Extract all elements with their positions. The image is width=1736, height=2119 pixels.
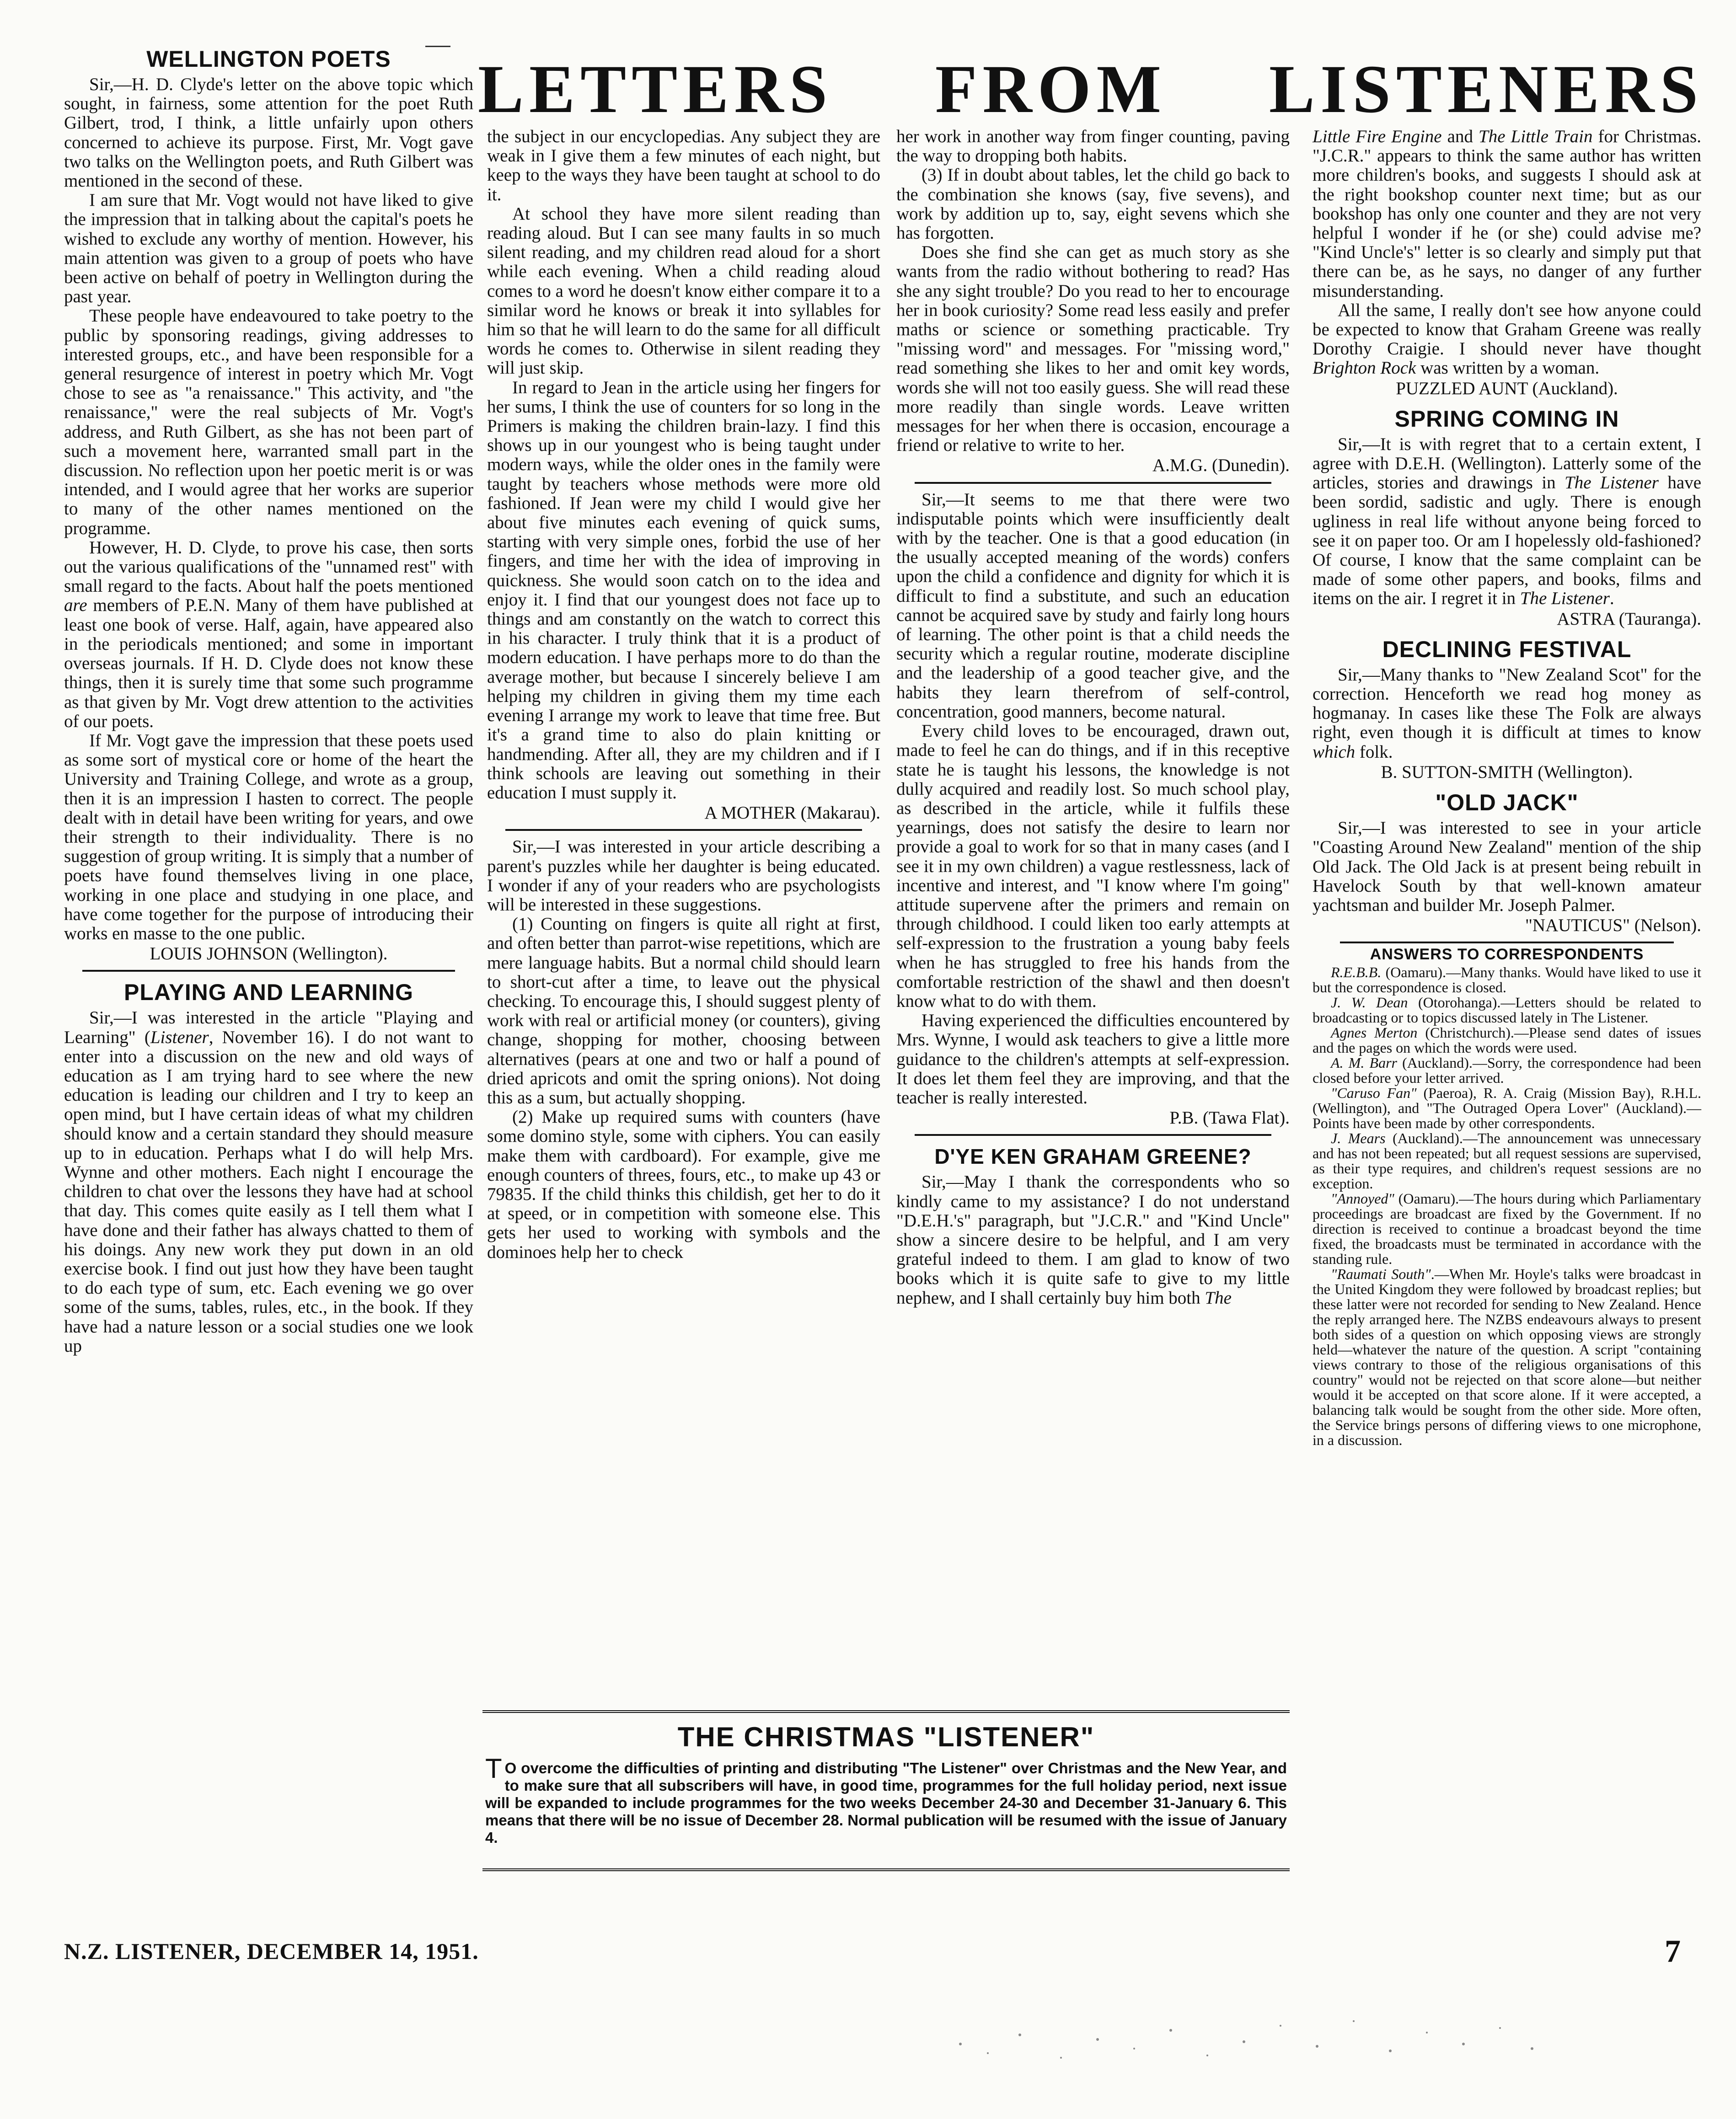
divider	[915, 1134, 1271, 1136]
answer-item: J. W. Dean (Otorohanga).—Letters should be related to broadcasting or to topics discussed lately in The Listener.	[1313, 994, 1702, 1026]
signature: P.B. (Tawa Flat).	[1169, 1108, 1290, 1128]
signature: "NAUTICUS" (Nelson).	[1525, 915, 1701, 936]
answer-item: R.E.B.B. (Oamaru).—Many thanks. Would have liked to use it but the correspondence is closed.	[1313, 964, 1701, 996]
paragraph: Sir,—It seems to me that there were two indisputable points which were insufficiently dealt with by the teacher. One is that a good education (in the usually accepted meaning of the words) confers upon the child a confidence and dignity for which it is difficult to find a substitute, and such an education cannot be acquired save by study and fairly long hours of learning. The other point is that a child needs the security which a regular routine, moderate discipline and the leadership of a good teacher give, and the habits they learn therefrom of self-control, concentration, good manners, become natural.	[896, 489, 1290, 722]
answer-item: J. Mears (Auckland).—The announcement was unnecessary and has not been repeated; but all request sessions are supervised, as their type requires, and children's request sessions are no exception.	[1313, 1130, 1702, 1192]
paragraph: Sir,—Many thanks to "New Zealand Scot" for the correction. Henceforth we read hog money as hogmanay. In cases like these The Folk are always right, even though it is difficult at times to know which folk.	[1313, 664, 1701, 762]
divider	[1340, 942, 1674, 943]
paragraph: her work in another way from finger counting, paving the way to dropping both habits.	[896, 127, 1290, 166]
paragraph: At school they have more silent reading than reading aloud. But I can see many faults in so much silent reading, and my children read aloud for a short while each evening. When a child reading aloud comes to a word he doesn't know either compare it to a similar word he knows or break it into syllables for him so that he will learn to do the same for all difficult words he comes to. Otherwise in silent reading they will just skip.	[487, 203, 880, 378]
heading-declining-festival: DECLINING FESTIVAL	[1382, 636, 1632, 662]
paragraph: Sir,—It is with regret that to a certain extent, I agree with D.E.H. (Wellington). Latterly some of the articles, stories and drawings in The Listener have been sordid, sadistic and ugly. There is enough ugliness in real life without anyone being forced to see it on paper too. Or am I hopelessly old-fashioned? Of course, I know that the same complaint can be made of some other papers, and books, films and items on the air. I regret it in The Listener.	[1313, 434, 1702, 609]
print-speckle-noise	[924, 2003, 1564, 2085]
paragraph: Sir,—May I thank the correspondents who so kindly came to my assistance? I do not understand "D.E.H.'s" paragraph, but "J.C.R." and "Kind Uncle" show a sincere desire to be helpful, and I am very grateful indeed to them. I am glad to know of two books which it is quite safe to give to my little nephew, and I shall certainly buy him both The	[896, 1172, 1290, 1308]
paragraph: However, H. D. Clyde, to prove his case, then sorts out the various qualifications of the "unnamed rest" with small regard to the facts. About half the poets mentioned are members of P.E.N. Many of them have published at least one book of verse. Half, again, have appeared also in the periodicals mentioned; and some in important overseas journals. If H. D. Clyde does not know these things, then it is surely time that some such programme as that given by Mr. Vogt drew attention to the activities of our poets.	[64, 537, 473, 731]
notice-title: THE CHRISTMAS "LISTENER"	[677, 1722, 1095, 1752]
answer-item: Agnes Merton (Christchurch).—Please send dates of issues and the pages on which the words were used.	[1313, 1024, 1701, 1056]
answer-item: "Annoyed" (Oamaru).—The hours during which Parliamentary proceedings are broadcast are fixed by the Government. If no direction is received to continue a broadcast beyond the time fixed, the broadcasts must be terminated in accordance with the standing rule.	[1313, 1190, 1701, 1268]
heading-wellington-poets: WELLINGTON POETS	[146, 46, 391, 72]
drop-cap: T	[485, 1753, 502, 1784]
paragraph: Having experienced the difficulties encountered by Mrs. Wynne, I would ask teachers to give a little more guidance to the children's attempts at self-expression. It does let them feel they are improving, and that the teacher is really interested.	[896, 1011, 1290, 1108]
paragraph: All the same, I really don't see how anyone could be expected to know that Graham Greene was really Dorothy Craigie. I should never have thought Brighton Rock was written by a woman.	[1313, 300, 1701, 378]
column-3	[896, 127, 1290, 1308]
paragraph: Sir,—I was interested in the article "Playing and Learning" (Listener, November 16). I do not want to enter into a discussion on the new and old ways of education as I am trying hard to see where the new education is leading our children and I try to keep an open mind, but I have certain ideas of what my children should know and a certain standard they should measure up to in education. Perhaps what I do will help Mrs. Wynne and other mothers. Each night I encourage the children to chat over the lessons they have had at school that day. This comes quite easily as I tell them what I have done and their father has always chatted to them of his doings. Any new work they put down in an old exercise book. I find out just how they have been taught to do each type of sum, etc. Each evening we go over some of the sums, tables, rules, etc., in the book. If they have had a nature lesson or a social studies one we look up	[64, 1008, 473, 1356]
answers-heading: ANSWERS TO CORRESPONDENTS	[1370, 946, 1644, 963]
signature: B. SUTTON-SMITH (Wellington).	[1381, 762, 1633, 782]
paragraph: I am sure that Mr. Vogt would not have liked to give the impression that in talking about the capital's poets he wished to exclude any worthy of mention. However, his main attention was given to a group of poets who have been active on behalf of poetry in Wellington during the past year.	[64, 190, 473, 307]
heading-playing-and-learning: PLAYING AND LEARNING	[123, 979, 413, 1006]
christmas-notice-box	[482, 1710, 1290, 1871]
paragraph: the subject in our encyclopedias. Any subject they are weak in I give them a few minutes of each night, but keep to the ways they have been taught at school to do it.	[487, 127, 880, 204]
divider	[915, 482, 1271, 484]
paragraph: These people have endeavoured to take poetry to the public by sponsoring readings, giving addresses to interested groups, etc., and have been responsible for a general resurgence of interest in poetry which Mr. Vogt chose to see as "a renaissance." This activity, and "the renaissance," were the real subjects of Mr. Vogt's address, and Ruth Gilbert, as she has not been part of such a movement here, warranted small part in the discussion. No reflection upon her poetic merit is or was intended, and I would agree that her works are superior to many of the other names mentioned on the programme.	[64, 306, 473, 538]
signature: A.M.G. (Dunedin).	[1152, 455, 1290, 476]
column-4	[1313, 127, 1701, 1448]
column-2	[487, 127, 880, 1262]
answer-item: "Caruso Fan" (Paeroa), R. A. Craig (Mission Bay), R.H.L. (Wellington), and "The Outraged Opera Lover" (Auckland).—Points have been made by other correspondents.	[1313, 1085, 1702, 1132]
signature: ASTRA (Tauranga).	[1557, 609, 1701, 629]
page-number: 7	[1665, 1934, 1681, 1969]
divider	[82, 970, 455, 972]
paragraph: (1) Counting on fingers is quite all right at first, and often better than parrot-wise repetitions, which are mere language habits. But a normal child should learn to short-cut after a time, to leave out the physical checking. To encourage this, I should suggest plenty of work with real or artificial money (or counters), giving change, shopping for mother, choosing between alternatives (pears at one and two or half a pound of dried apricots and omit the spring onions). Not doing this as a sum, but actually shopping.	[487, 914, 880, 1108]
paragraph: In regard to Jean in the article using her fingers for her sums, I think the use of counters for so long in the Primers is making the children brain-lazy. I find this shows up in our youngest who is being taught under modern ways, while the older ones in the family were taught by teachers whose methods were more old fashioned. If Jean were my child I would give her about five minutes each evening of quick sums, starting with very simple ones, forbid the use of her fingers, and time her with the idea of improving in quickness. She would soon catch on to the idea and enjoy it. I find that our youngest does not face up to things and am constantly on the watch to correct this in his character. I truly think that it is a product of modern education. I have perhaps more to do than the average mother, but because I sincerely believe I am helping my children in giving them my time each evening I arrange my work to leave that time free. But it's a grand time to also do plain knitting or handmending. After all, they are my children and if I think schools are leaving out something in their education I must supply it.	[487, 377, 880, 803]
signature: LOUIS JOHNSON (Wellington).	[150, 944, 388, 964]
answers-to-correspondents	[1313, 947, 1701, 1448]
paragraph: If Mr. Vogt gave the impression that these poets used as some sort of mystical core or home of the heart the University and Training College, and wrote as a group, then it is an impression I hasten to correct. The people dealt with in detail have been writing for years, and owe their strength to their individuality. There is no suggestion of group writing. It is simply that a number of poets have found themselves living in one place, working in one place and studying in one place, and have come together for the purpose of introducing their works en masse to the one public.	[64, 730, 473, 943]
divider	[505, 829, 862, 831]
notice-body: T O overcome the difficulties of printing and distributing "The Listener" over Christmas and the New Year, and to make sure that all subscribers will have, in good time, programmes for the full holiday period, next issue will be expanded to include programmes for the two weeks December 24-30 and December 31-January 6. This means that there will be no issue of December 28. Normal publication will be resumed with the issue of January 4.	[485, 1753, 1287, 1846]
paragraph: Does she find she can get as much story as she wants from the radio without bothering to read? Has she any sight trouble? Do you read to her to encourage her in book curiosity? Some read less easily and prefer maths or science or something practicable. Try "missing word" and messages. For "missing word," read something she likes to her and omit key words, words she will not too easily guess. She will read these more readily than single words. Leave written messages for her when there is occasion, encourage a friend or relative to write to her.	[896, 242, 1290, 455]
paragraph: (2) Make up required sums with counters (have some domino style, some with ciphers. You can easily make them with cardboard). For example, give me enough counters of threes, fours, etc., to make up 43 or 79835. If the child thinks this childish, get her to do it at speed, or in competition with someone else. This gets her used to working with symbols and the dominoes help her to check	[487, 1107, 880, 1262]
paragraph: Sir,—I was interested to see in your article "Coasting Around New Zealand" mention of the ship Old Jack. The Old Jack is at present being rebuilt in Havelock South by that well-known amateur yachtsman and builder Mr. Joseph Palmer.	[1313, 818, 1701, 915]
paragraph: Every child loves to be encouraged, drawn out, made to feel he can do things, and if in this receptive state he is taught his lessons, the knowledge is not dully acquired and readily lost. So much school play, as described in the article, while it fulfils these yearnings, does not satisfy the desire to learn nor provide a goal to work for so that in many cases (and I see it in my own children) a vague restlessness, lack of incentive and interest, and "I know where I'm going" attitude supervene after the primers and remain on through childhood. I could liken too early attempts at self-expression to the frustration a young baby feels when he has struggled to free his hands from the comfortable restriction of the shawl and then doesn't know what to do with them.	[896, 721, 1290, 1011]
heading-spring-coming-in: SPRING COMING IN	[1394, 406, 1619, 432]
signature: PUZZLED AUNT (Auckland).	[1396, 378, 1618, 398]
signature: A MOTHER (Makarau).	[704, 803, 880, 823]
paragraph: Sir,—H. D. Clyde's letter on the above topic which sought, in fairness, some attention for the poet Ruth Gilbert, trod, I think, a little unfairly upon others concerned to achieve its purpose. First, Mr. Vogt gave two talks on the Wellington poets, and Ruth Gilbert was mentioned in the second of these.	[64, 75, 473, 191]
heading-graham-greene: D'YE KEN GRAHAM GREENE?	[934, 1145, 1252, 1169]
answer-item: A. M. Barr (Auckland).—Sorry, the correspondence had been closed before your letter arrived.	[1313, 1054, 1702, 1086]
masthead-title: LETTERS FROM LISTENERS	[478, 51, 1704, 127]
heading-old-jack: "OLD JACK"	[1435, 790, 1579, 816]
page-footer: N.Z. LISTENER, DECEMBER 14, 1951.	[64, 1938, 479, 1964]
column-1	[64, 45, 473, 1356]
paragraph: Sir,—I was interested in your article describing a parent's puzzles while her daughter is being educated. I wonder if any of your readers who are psychologists will be interested in these suggestions.	[487, 837, 880, 915]
paragraph: Little Fire Engine and The Little Train for Christmas. "J.C.R." appears to think the same author has written more children's books, and suggests I should ask at the right bookshop counter next time; but as our bookshop has only one counter and they are not very helpful I wonder if he (or she) could advise me? "Kind Uncle's" letter is so clearly and simply put that there can be, as he says, no danger of any further misunderstanding.	[1313, 127, 1701, 301]
paragraph: (3) If in doubt about tables, let the child go back to the combination she knows (say, five sevens), and work by addition up to, say, eight sevens which she has forgotten.	[896, 165, 1290, 243]
answer-item: "Raumati South".—When Mr. Hoyle's talks were broadcast in the United Kingdom they were followed by broadcast replies; but these latter were not recorded for sending to New Zealand. Hence the reply arranged here. The NZBS endeavours always to present both sides of a question on which opposing views are strongly held—whatever the nature of the question. A script "containing views contrary to those of the religious organisations of this country" would not be rejected on that score alone—but neither would it be accepted on that score alone. If it were accepted, a balancing talk would be sought from the other side. More often, the Service brings persons of differing views to one microphone, in a discussion.	[1313, 1266, 1702, 1449]
